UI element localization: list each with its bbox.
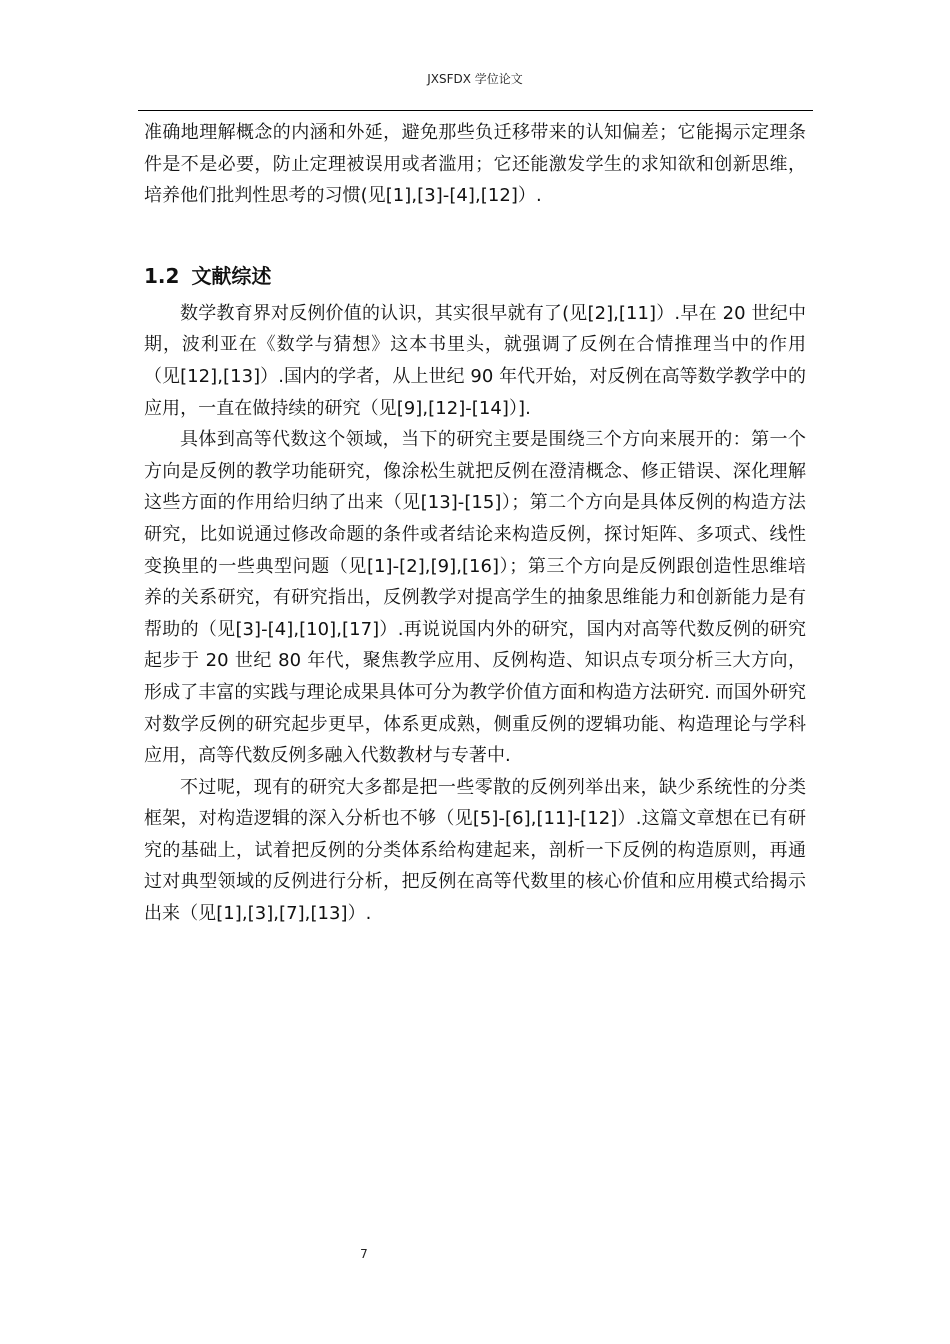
document-body [144,117,806,930]
header-rule [138,110,813,111]
intro-paragraph: 准确地理解概念的内涵和外延，避免那些负迁移带来的认知偏差；它能揭示定理条件是不是必要，防止定理被误用或者滥用；它还能激发学生的求知欲和创新思维，培养他们批判性思考的习惯(见[1],[3]-[4],[12]）. [144,122,806,207]
section-title: 文献综述 [191,263,272,288]
section-heading [144,260,806,292]
page-number: 7 [360,1247,368,1261]
paragraph-2: 具体到高等代数这个领域，当下的研究主要是围绕三个方向来展开的：第一个方向是反例的教学功能研究，像涂松生就把反例在澄清概念、修正错误、深化理解这些方面的作用给归纳了出来（见[13]-[15]）；第二个方向是具体反例的构造方法研究，比如说通过修改命题的条件或者结论来构造反例，探讨矩阵、多项式、线性变换里的一些典型问题（见[1]-[2],[9],[16]）；第三个方向是反例跟创造性思维培养的关系研究，有研究指出，反例教学对提高学生的抽象思维能力和创新能力是有帮助的（见[3]-[4],[10],[17]）.再说说国内外的研究，国内对高等代数反例的研究起步于 20 世纪 80 年代，聚焦教学应用、反例构造、知识点专项分析三大方向，形成了丰富的实践与理论成果具体可分为教学价值方面和构造方法研究. 而国外研究对数学反例的研究起步更早，体系更成熟，侧重反例的逻辑功能、构造理论与学科应用，高等代数反例多融入代数教材与专著中. [144,429,806,767]
running-header: JXSFDX 学位论文 [427,72,523,86]
paragraph-1: 数学教育界对反例价值的认识，其实很早就有了(见[2],[11]）.早在 20 世纪中期，波利亚在《数学与猜想》这本书里头，就强调了反例在合情推理当中的作用（见[12],[13]）.国内的学者，从上世纪 90 年代开始，对反例在高等数学教学中的应用，一直在做持续的研究（见[9],[12]-[14]）]. [144,302,806,419]
section-number: 1.2 [144,263,180,288]
paragraph-3: 不过呢，现有的研究大多都是把一些零散的反例列举出来，缺少系统性的分类框架，对构造逻辑的深入分析也不够（见[5]-[6],[11]-[12]）.这篇文章想在已有研究的基础上，试着把反例的分类体系给构建起来，剖析一下反例的构造原则，再通过对典型领域的反例进行分析，把反例在高等代数里的核心价值和应用模式给揭示出来（见[1],[3],[7],[13]）. [144,776,806,925]
